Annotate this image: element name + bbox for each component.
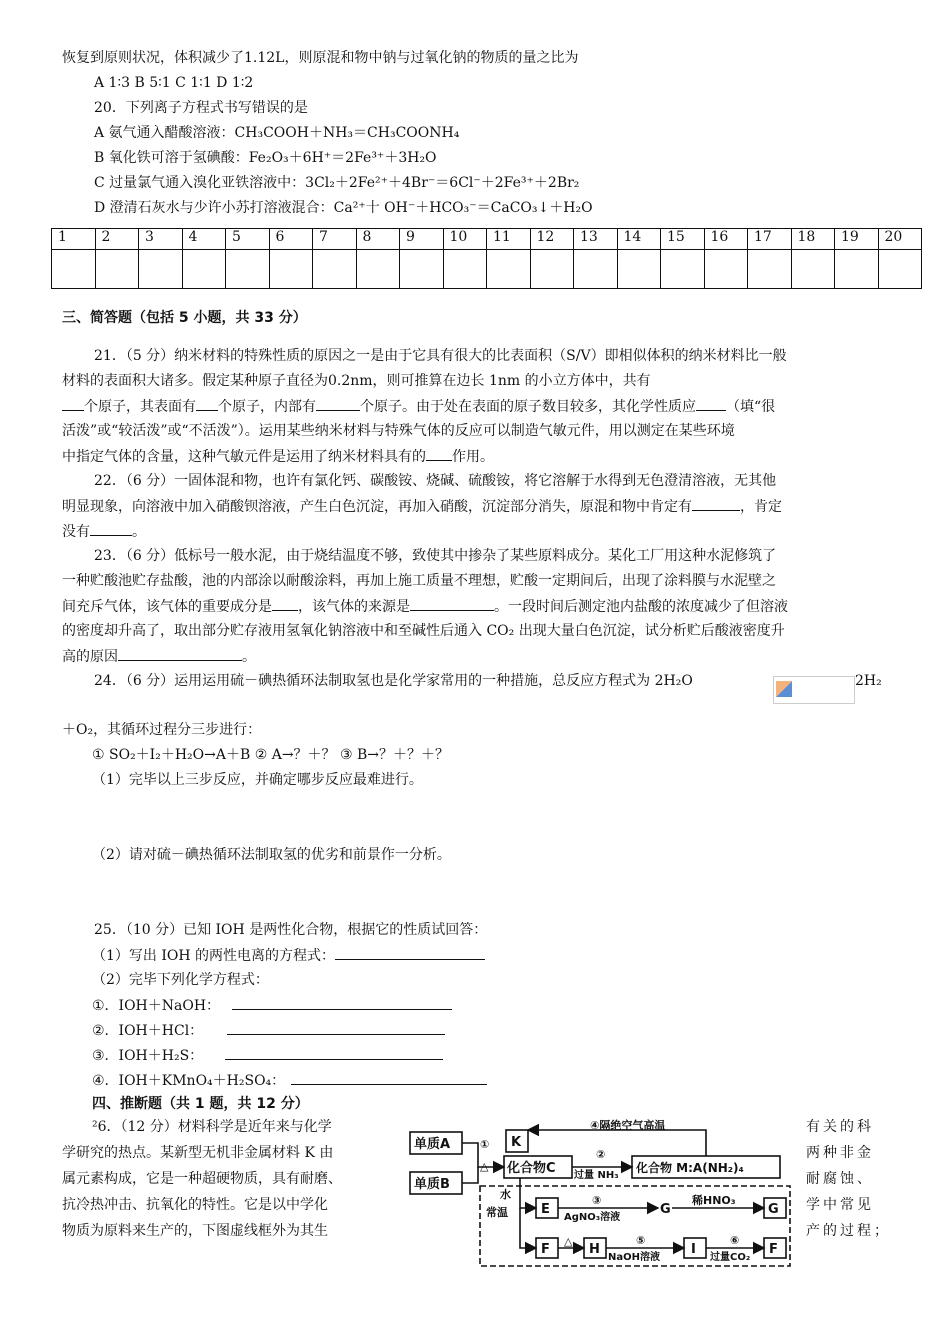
text: ④．IOH＋KMnO₄＋H₂SO₄： <box>92 1073 286 1089</box>
text: 个原子。由于处在表面的原子数目较多，其化学性质应 <box>360 399 696 415</box>
answer-number: 13 <box>574 229 618 250</box>
answer-number: 14 <box>617 229 661 250</box>
label-h: H <box>589 1242 600 1257</box>
q19-tail: 恢复到原则状况，体积减少了1.12L，则原混和物中钠与过氧化钠的物质的量之比为 <box>62 50 579 66</box>
q22-line3 <box>62 521 146 542</box>
q20-option-c: C 过量氯气通入溴化亚铁溶液中：3Cl₂＋2Fe²⁺＋4Br⁻＝6Cl⁻＋2Fe³⁺＋2Br₂ <box>94 175 580 191</box>
answer-number: 12 <box>530 229 574 250</box>
q22-line2 <box>62 496 782 517</box>
step-4: ④隔绝空气高温 <box>590 1119 666 1132</box>
answer-number: 20 <box>878 229 922 250</box>
text: 。 <box>132 524 146 540</box>
answer-cell[interactable] <box>748 250 792 289</box>
section3-title: 三、简答题（包括 5 小题，共 33 分） <box>62 310 307 326</box>
text: ①．IOH＋NaOH： <box>92 998 221 1014</box>
label-danzhi-b: 单质B <box>414 1177 450 1192</box>
q25-stem: 25．（10 分）已知 IOH 是两性化合物，根据它的性质试回答： <box>94 922 488 938</box>
image-icon <box>776 681 792 697</box>
blank[interactable] <box>227 1020 445 1035</box>
label-i: I <box>691 1242 696 1257</box>
text: （填“很 <box>726 399 776 415</box>
blank[interactable] <box>696 396 726 411</box>
answer-cell[interactable] <box>617 250 661 289</box>
step-5: ⑤ <box>636 1234 646 1247</box>
label-naoh: NaOH溶液 <box>608 1252 660 1263</box>
q23-line5 <box>62 646 256 667</box>
q25-eq2 <box>92 1020 445 1041</box>
answer-cell[interactable] <box>400 250 444 289</box>
q21-line4: 活泼”或“较活泼”或“不活泼”）。运用某些纳米材料与特殊气体的反应可以制造气敏元件，用以测定在某些环境 <box>62 423 735 439</box>
answer-number: 7 <box>313 229 357 250</box>
answer-cell[interactable] <box>791 250 835 289</box>
q26-left-5: 物质为原料来生产的，下图虚线框外为其生 <box>62 1223 328 1239</box>
label-changwen: 常温 <box>486 1206 508 1219</box>
answer-number: 16 <box>704 229 748 250</box>
q24-steps: ① SO₂＋I₂＋H₂O→A＋B ② A→？＋？ ③ B→？＋？＋？ <box>92 747 450 763</box>
blank[interactable] <box>232 995 452 1010</box>
q23-line1: 23．（6 分）低标号一般水泥，由于烧结温度不够，致使其中掺杂了某些原料成分。某化工厂用这种水泥修筑了 <box>94 548 777 564</box>
step-1: ① <box>480 1138 490 1151</box>
answer-cell[interactable] <box>95 250 139 289</box>
answer-cell[interactable] <box>704 250 748 289</box>
text: ②．IOH＋HCl： <box>92 1023 204 1039</box>
q26-left-1: ²6．（12 分）材料科学是近年来与化学 <box>92 1119 332 1135</box>
blank[interactable] <box>225 1045 443 1060</box>
answer-cell[interactable] <box>574 250 618 289</box>
label-water: 水 <box>500 1188 511 1201</box>
blank[interactable] <box>692 496 740 511</box>
q26-right-3: 耐腐蚀、 <box>806 1171 874 1187</box>
text: 。 <box>242 649 256 665</box>
q26-right-5: 产的过程； <box>806 1223 891 1239</box>
answer-number: 8 <box>356 229 400 250</box>
answer-number: 4 <box>182 229 226 250</box>
answer-cell[interactable] <box>835 250 879 289</box>
q25-eq4 <box>92 1070 487 1091</box>
blank[interactable] <box>316 396 360 411</box>
q21-line1: 21．（5 分）纳米材料的特殊性质的原因之一是由于它具有很大的比表面积（S/V）即相似体积的纳米材料比一般 <box>94 348 787 364</box>
answer-cell[interactable] <box>661 250 705 289</box>
q21-line2: 材料的表面积大诸多。假定某种原子直径为0.2nm，则可推算在边长 1nm 的小立方体中，共有 <box>62 373 651 389</box>
answer-cell[interactable] <box>530 250 574 289</box>
q24-line2: ＋O₂，其循环过程分三步进行： <box>62 722 262 738</box>
answer-cell[interactable] <box>226 250 270 289</box>
text: ③．IOH＋H₂S： <box>92 1048 204 1064</box>
text: 。一段时间后测定池内盐酸的浓度减少了但溶液 <box>494 599 788 615</box>
text: 高的原因 <box>62 649 118 665</box>
text: 作用。 <box>452 449 494 465</box>
q24-part2: （2）请对硫－碘热循环法制取氢的优劣和前景作一分析。 <box>92 847 451 863</box>
answer-cell[interactable] <box>182 250 226 289</box>
blank[interactable] <box>196 396 218 411</box>
blank[interactable] <box>291 1070 487 1085</box>
q20-stem: 20．下列离子方程式书写错误的是 <box>94 100 308 116</box>
answer-cell[interactable] <box>878 250 922 289</box>
text: （1）写出 IOH 的两性电离的方程式： <box>92 948 336 964</box>
answer-number: 15 <box>661 229 705 250</box>
label-m: 化合物 M:A(NH₂)₄ <box>636 1161 744 1175</box>
answer-number: 18 <box>791 229 835 250</box>
blank[interactable] <box>90 521 132 536</box>
text: 个原子，其表面有 <box>84 399 196 415</box>
blank[interactable] <box>272 596 298 611</box>
broken-image-icon <box>773 676 855 704</box>
flow-diagram <box>408 1118 800 1270</box>
q24-line1-tail: 2H₂ <box>855 673 882 689</box>
answer-cell[interactable] <box>443 250 487 289</box>
answer-cell[interactable] <box>356 250 400 289</box>
text: 明显现象，向溶液中加入硝酸钡溶液，产生白色沉淀，再加入硝酸，沉淀部分消失，原混和物中肯定有 <box>62 499 692 515</box>
label-e: E <box>541 1202 550 1217</box>
label-nh3: 过量 NH₃ <box>574 1170 619 1181</box>
q20-option-a: A 氨气通入醋酸溶液：CH₃COOH＋NH₃＝CH₃COONH₄ <box>94 125 460 141</box>
label-g2: G <box>768 1202 779 1217</box>
q23-line3 <box>62 596 788 617</box>
q26-left-2: 学研究的热点。某新型无机非金属材料 K 由 <box>62 1145 334 1161</box>
step-6: ⑥ <box>730 1234 740 1247</box>
answer-table-header-row <box>52 229 922 250</box>
text: 个原子，内部有 <box>218 399 316 415</box>
answer-cell[interactable] <box>139 250 183 289</box>
text: ，肯定 <box>740 499 782 515</box>
answer-number: 17 <box>748 229 792 250</box>
blank[interactable] <box>118 646 242 661</box>
q23-line4: 的密度却升高了，取出部分贮存液用氢氧化钠溶液中和至碱性后通入 CO₂ 出现大量白色沉淀，试分析贮后酸液密度升 <box>62 623 785 639</box>
q26-right-2: 两种非金 <box>806 1145 874 1161</box>
q23-line2: 一种贮酸池贮存盐酸，池的内部涂以耐酸涂料，再加上施工质量不理想，贮酸一定期间后，出现了涂料膜与水泥壁之 <box>62 573 776 589</box>
label-c: 化合物C <box>507 1161 556 1176</box>
answer-number: 10 <box>443 229 487 250</box>
q21-line3 <box>62 396 775 417</box>
blank[interactable] <box>62 396 84 411</box>
q26-right-1: 有关的科 <box>806 1119 874 1135</box>
answer-number: 19 <box>835 229 879 250</box>
text: 中指定气体的含量，这种气敏元件是运用了纳米材料具有的 <box>62 449 426 465</box>
q24-part1: （1）完毕以上三步反应，并确定哪步反应最难进行。 <box>92 772 423 788</box>
answer-number: 1 <box>52 229 96 250</box>
q20-option-b: B 氧化铁可溶于氢碘酸：Fe₂O₃＋6H⁺＝2Fe³⁺＋3H₂O <box>94 150 437 166</box>
q26-left-3: 属元素构成，它是一种超硬物质，具有耐磨、 <box>62 1171 342 1187</box>
answer-cell[interactable] <box>269 250 313 289</box>
answer-table <box>51 228 922 289</box>
label-hno3: 稀HNO₃ <box>692 1194 736 1207</box>
answer-number: 11 <box>487 229 531 250</box>
q25-eq3 <box>92 1045 443 1066</box>
q25-part2: （2）完毕下列化学方程式： <box>92 972 269 988</box>
answer-number: 6 <box>269 229 313 250</box>
q26-left-4: 抗冷热冲击、抗氧化的特性。它是以中学化 <box>62 1197 328 1213</box>
label-k: K <box>511 1135 522 1150</box>
blank[interactable] <box>410 596 494 611</box>
label-danzhi-a: 单质A <box>414 1137 451 1152</box>
section4-title: 四、推断题（共 1 题，共 12 分） <box>92 1096 309 1112</box>
q24-line1: 24．（6 分）运用运用硫－碘热循环法制取氢也是化学家常用的一种措施，总反应方程式为 2H₂O <box>94 673 693 689</box>
q25-part1 <box>92 945 485 966</box>
step-2: ② <box>596 1148 606 1161</box>
answer-number: 2 <box>95 229 139 250</box>
q22-line1: 22．（6 分）一固体混和物，也许有氯化钙、碳酸铵、烧碱、硫酸铵，将它溶解于水得到无色澄清溶液，无其他 <box>94 473 777 489</box>
answer-cell[interactable] <box>487 250 531 289</box>
step-3: ③ <box>592 1194 602 1207</box>
answer-number: 3 <box>139 229 183 250</box>
q19-options: A 1∶3 B 5∶1 C 1∶1 D 1∶2 <box>94 75 254 91</box>
blank[interactable] <box>426 446 452 461</box>
answer-number: 5 <box>226 229 270 250</box>
delta-2: △ <box>564 1235 573 1248</box>
label-co2: 过量CO₂ <box>710 1252 751 1263</box>
delta-1: △ <box>480 1160 489 1173</box>
label-f2: F <box>769 1242 778 1257</box>
q26-right-4: 学中常见 <box>806 1197 874 1213</box>
text: 间充斥气体，该气体的重要成分是 <box>62 599 272 615</box>
blank[interactable] <box>335 945 485 960</box>
label-g: G <box>660 1202 671 1217</box>
answer-table-blank-row <box>52 250 922 289</box>
q21-line5 <box>62 446 494 467</box>
text: 没有 <box>62 524 90 540</box>
label-f: F <box>541 1242 550 1257</box>
answer-cell[interactable] <box>52 250 96 289</box>
answer-number: 9 <box>400 229 444 250</box>
label-agno3: AgNO₃溶液 <box>564 1212 621 1223</box>
q25-eq1 <box>92 995 452 1016</box>
answer-cell[interactable] <box>313 250 357 289</box>
q20-option-d: D 澄清石灰水与少许小苏打溶液混合：Ca²⁺十 OH⁻＋HCO₃⁻＝CaCO₃↓＋H₂O <box>94 200 593 216</box>
text: ，该气体的来源是 <box>298 599 410 615</box>
